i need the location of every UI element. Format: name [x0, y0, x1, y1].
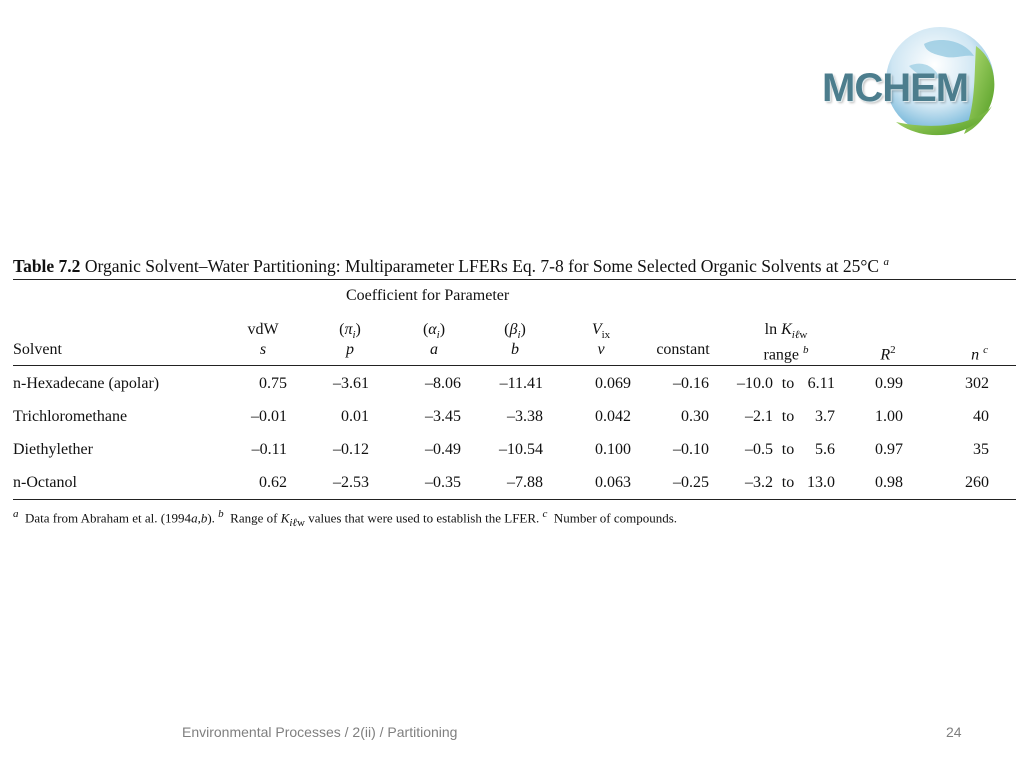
header-pi: $(\pi_i)$ [339, 321, 361, 342]
header-n: n $^c$ [971, 344, 988, 364]
row-v: 0.063 [595, 474, 631, 491]
footnote-a-italic: a,b [191, 510, 208, 526]
row-b: –7.88 [507, 474, 543, 491]
footer-title: Environmental Processes / 2(ii) / Partitioning [182, 724, 458, 740]
row-range-hi: 6.11 [807, 375, 835, 392]
row-solvent: n-Hexadecane (apolar) [13, 375, 160, 392]
row-v: 0.042 [595, 408, 631, 425]
row-solvent: n-Octanol [13, 474, 77, 491]
table-caption-text: Organic Solvent–Water Partitioning: Multiparameter LFERs Eq. 7-8 for Some Selected Organic Solvents at 25°C [80, 255, 880, 276]
row-a: –8.06 [425, 375, 461, 392]
footnote-b-text: Range of [230, 510, 278, 526]
header-rule [13, 365, 1016, 366]
row-r2: 1.00 [875, 408, 903, 425]
bottom-rule [13, 499, 1016, 500]
row-p: –0.12 [333, 441, 369, 458]
header-beta: $(\beta_i)$ [504, 321, 526, 342]
row-range-lo: –2.1 [745, 408, 773, 425]
row-range-hi: 3.7 [815, 408, 835, 425]
row-range-lo: –0.5 [745, 441, 773, 458]
row-r2: 0.98 [875, 474, 903, 491]
row-v: 0.069 [595, 375, 631, 392]
header-b: b [511, 341, 519, 358]
lfer-table [13, 250, 1016, 529]
footnote-a-text: Data from Abraham et al. (1994 [25, 510, 192, 526]
header-a: a [430, 341, 438, 358]
row-b: –3.38 [507, 408, 543, 425]
group-header: Coefficient for Parameter [346, 287, 510, 304]
header-solvent: Solvent [13, 341, 62, 358]
row-solvent: Diethylether [13, 441, 93, 458]
row-s: 0.75 [259, 375, 287, 392]
row-constant: –0.10 [673, 441, 709, 458]
footnote-b-after: values that were used to establish the LFER. [308, 510, 540, 526]
row-range-to: to [781, 441, 795, 458]
row-range-lo: –3.2 [745, 474, 773, 491]
logo-text: MCHEM [822, 66, 969, 110]
page-number: 24 [946, 724, 962, 740]
header-vix: $V_{ix}$ [591, 321, 611, 342]
header-constant: constant [656, 341, 710, 358]
row-b: –11.41 [499, 375, 543, 392]
row-solvent: Trichloromethane [13, 408, 128, 425]
header-vdw: vdW [247, 321, 279, 338]
header-p: p [346, 341, 354, 358]
row-range-hi: 13.0 [807, 474, 835, 491]
header-range: range $^b$ [763, 344, 809, 364]
mchem-logo [814, 26, 1004, 138]
row-range-hi: 5.6 [815, 441, 835, 458]
header-alpha: $(\alpha_i)$ [422, 321, 446, 342]
row-s: –0.01 [251, 408, 287, 425]
row-b: –10.54 [499, 441, 543, 458]
row-constant: 0.30 [681, 408, 709, 425]
row-n: 40 [973, 408, 989, 425]
footnote-c-text: Number of compounds. [553, 510, 678, 526]
row-range-lo: –10.0 [737, 375, 773, 392]
row-constant: –0.16 [673, 375, 709, 392]
row-r2: 0.97 [875, 441, 903, 458]
table-footnote: $^a$ Data from Abraham et al. (1994a,b). $^b$ Range of $K_{i\ell w}$ values that were used to establish the LFER. $^c$ Number of compounds. [13, 508, 678, 529]
row-n: 35 [973, 441, 989, 458]
header-v: v [597, 341, 605, 358]
row-a: –0.35 [425, 474, 461, 491]
row-p: –2.53 [333, 474, 369, 491]
row-n: 260 [965, 474, 989, 491]
row-a: –0.49 [425, 441, 461, 458]
row-v: 0.100 [595, 441, 631, 458]
row-r2: 0.99 [875, 375, 903, 392]
caption-footnote-mark: a [883, 256, 889, 268]
header-s: s [259, 341, 267, 358]
row-a: –3.45 [425, 408, 461, 425]
top-rule [13, 279, 1016, 280]
row-s: 0.62 [259, 474, 287, 491]
header-lnk: $\ln K_{i\ell w}$ [764, 321, 808, 342]
row-constant: –0.25 [673, 474, 709, 491]
row-p: –3.61 [333, 375, 369, 392]
header-r2: $R^2$ [880, 344, 896, 364]
footnote-a-close: ). [207, 510, 215, 526]
row-range-to: to [781, 408, 795, 425]
row-range-to: to [781, 375, 795, 392]
row-n: 302 [965, 375, 989, 392]
table-caption [13, 250, 1016, 274]
row-s: –0.11 [251, 441, 287, 458]
row-range-to: to [781, 474, 795, 491]
table-number: Table 7.2 [13, 255, 81, 276]
row-p: 0.01 [341, 408, 369, 425]
